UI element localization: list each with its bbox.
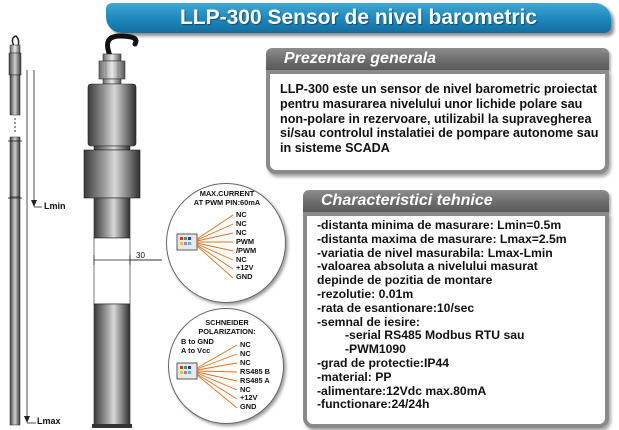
pwm-connection-diagram [166,183,286,303]
spec-item: -PWM1090 [345,342,406,357]
specs-panel [303,212,609,428]
pwm-pin: NC [236,227,247,237]
rs485-note-line2: A to Vcc [181,345,211,355]
spec-item: -functionare:24/24h [317,397,430,412]
rs485-pin: +12V [240,393,258,403]
spec-item: -alimentare:12Vdc max.80mA [317,383,487,398]
spec-item: -distanta minima de masurare: Lmin=0.5m [317,218,562,232]
rs485-header-line2: POLARIZATION: [198,326,256,336]
rs485-note-line1: B to GND [181,337,214,346]
spec-item: -distanta maxima de masurare: Lmax=2.5m [317,231,567,246]
pwm-pin: GND [236,272,253,282]
spec-item: -rezolutie: 0.01m [317,286,414,301]
large-sensor [84,36,162,428]
intro-heading: Prezentare generala [266,48,609,70]
intro-panel [266,70,609,174]
rs485-pin: NC [240,357,251,367]
pwm-pin: NC [236,254,247,264]
pwm-pin: PWM [236,236,255,246]
page-title: LLP-300 Sensor de nivel barometric [106,3,611,33]
rs485-pin: NC [240,348,251,358]
pwm-header-line2: AT PWM PIN:60mA [193,197,261,207]
pwm-pin: NC [236,218,247,228]
lmax-label: Lmax [37,416,61,426]
rs485-pin: NC [240,384,251,394]
specs-heading: Characteristici tehnice [303,190,609,212]
intro-text: LLP-300 este un sensor de nivel barometric proiectat pentru masurarea nivelului unor lichide polare sau non-polare in rezervoare, utilizabil la supravegherea si/sau controlul instalatiei de pompare autonome sau in sisteme SCADA [280,82,599,156]
rs485-pin: RS485 B [240,366,270,376]
rs485-header-line1: SCHNEIDER [205,318,249,327]
pwm-pin: +12V [236,263,254,273]
spec-item: -material: PP [317,369,392,384]
spec-item: -rata de esantionare:10/sec [317,300,475,315]
pwm-pin-list [236,211,256,282]
specs-list [317,219,605,412]
pwm-pin: NC [236,210,247,219]
rs485-pin: RS485 A [240,375,270,385]
lmin-label: Lmin [44,201,66,211]
spec-item: depinde de pozitia de montare [317,273,493,288]
overview-sensor [8,36,22,425]
pwm-pin: /PWM [236,245,257,255]
spec-item: -valoarea absoluta a nivelului masurat [317,259,538,274]
rs485-connection-diagram [168,308,284,424]
rs485-pin-list [240,341,270,412]
spec-item: -grad de protectie:IP44 [317,355,450,370]
rs485-pin: NC [240,340,251,349]
spec-item: -semnal de iesire: [317,314,420,329]
rs485-pin: GND [240,402,257,412]
pwm-header-line1: MAX.CURRENT [199,189,255,198]
spec-item: -serial RS485 Modbus RTU sau [345,328,525,343]
spec-item: -variatia de nivel masurabila: Lmax-Lmin [317,245,553,260]
dim-30-label: 30 [136,251,145,260]
